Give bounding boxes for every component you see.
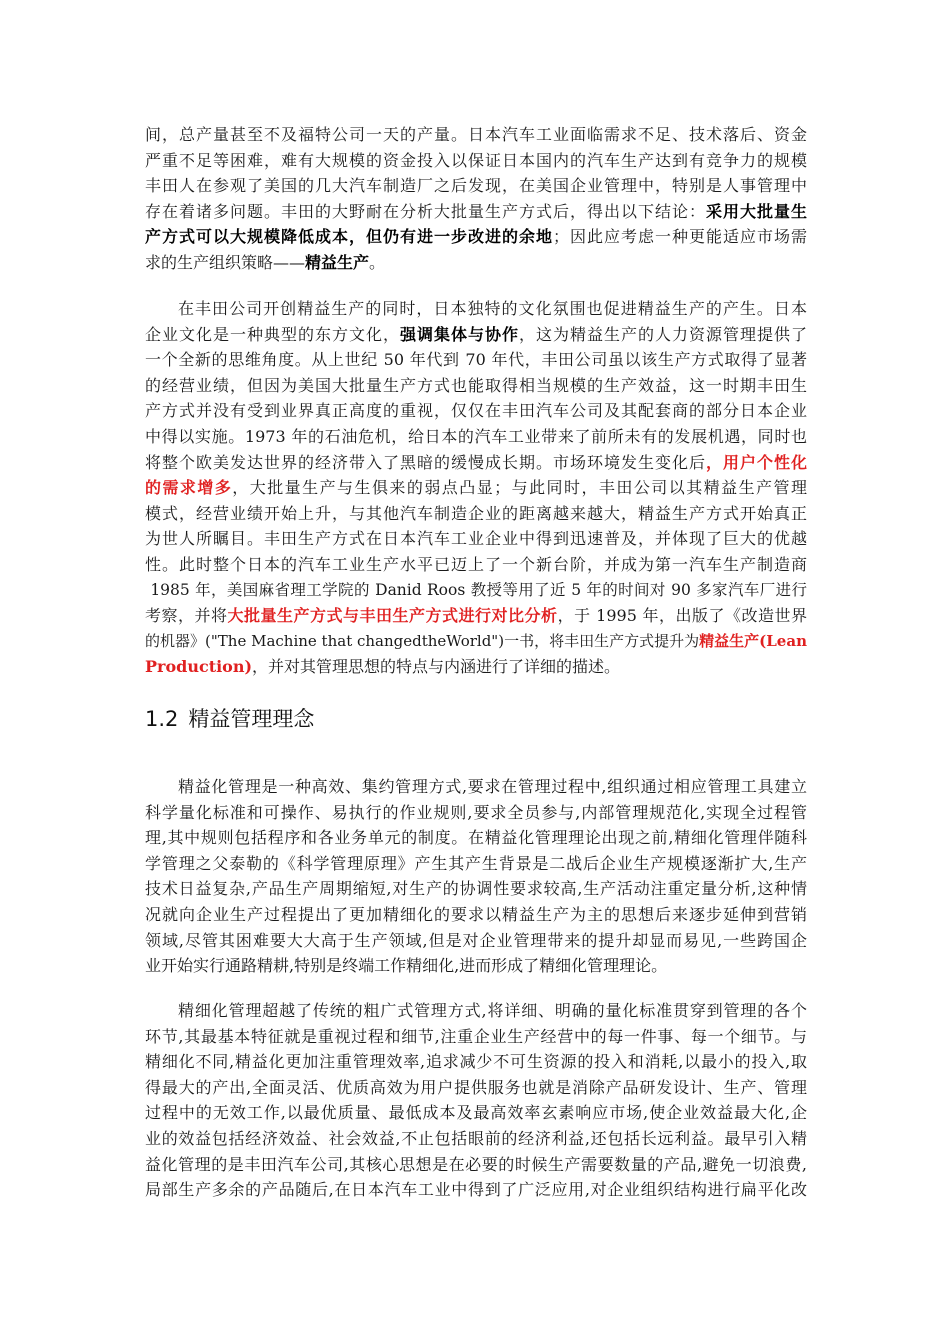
paragraph-2 (145, 296, 807, 680)
text-line: 环节,其最基本特征就是重视过程和细节,注重企业生产经营中的每一件事、每一个细节。与 (145, 1026, 807, 1046)
paragraph-3 (145, 774, 807, 979)
bold-text: 产方式可以大规模降低成本，但仍有进一步改进的余地 (145, 227, 553, 247)
text-line: 局部生产多余的产品随后,在日本汽车工业中得到了广泛应用,对企业组织结构进行扁平化改 (145, 1180, 807, 1200)
text-line (145, 199, 807, 225)
text-line: 技术日益复杂,产品生产周期缩短,对生产的协调性要求较高,生产活动注重定量分析,这种情 (145, 879, 807, 899)
text-line (145, 603, 807, 629)
text-segment: 。 (369, 252, 386, 272)
highlight-text: Production) (145, 657, 253, 677)
highlight-text: ，用户个性化 (705, 452, 807, 472)
text-line (145, 224, 807, 250)
text-line: 中得以实施。1973 年的石油危机，给日本的汽车工业带来了前所未有的发展机遇，同时也 (145, 426, 807, 446)
text-line: 在丰田公司开创精益生产的同时，日本独特的文化氛围也促进精益生产的产生。日本 (178, 299, 807, 318)
highlight-text: 大批量生产方式与丰田生产方式进行对比分析 (227, 606, 558, 626)
text-line (145, 322, 807, 348)
text-line (145, 654, 807, 680)
text-segment: ，大批量生产与生俱来的弱点凸显；与此同时，丰田公司以其精益生产管理 (232, 478, 807, 498)
text-line: 况就向企业生产过程提出了更加精细化的要求以精益生产为主的思想后来逐步延伸到营销 (145, 904, 807, 924)
text-line: 过程中的无效工作,以最优质量、最低成本及最高效率玄素响应市场,使企业效益最大化,企 (145, 1103, 807, 1123)
text-segment: 的机器》("The Machine that changedtheWorld")一书，将丰田生产方式提升为 (145, 631, 700, 650)
text-line: 丰田人在参观了美国的几大汽车制造厂之后发现，在美国企业管理中，特别是人事管理中 (145, 176, 807, 196)
text-line (145, 450, 807, 476)
text-line (145, 629, 807, 655)
text-segment: 存在着诸多问题。丰田的大野耐在分析大批量生产方式后，得出以下结论： (145, 201, 706, 221)
text-segment: 企业文化是一种典型的东方文化， (145, 324, 400, 344)
text-segment: ，这为精益生产的人力资源管理提供了 (518, 324, 807, 344)
text-segment: ；因此应考虑一种更能适应市场需 (552, 227, 807, 247)
text-line: 领域,尽管其困难要大大高于生产领域,但是对企业管理带来的提升却显而易见,一些跨国企 (145, 930, 807, 950)
text-line: 精细化不同,精益化更加注重管理效率,追求减少不可生资源的投入和消耗,以最小的投入,取 (145, 1052, 807, 1072)
text-segment: 考察，并将 (145, 606, 228, 626)
text-line: 益化管理的是丰田汽车公司,其核心思想是在必要的时候生产需要数量的产品,避免一切浪费, (145, 1154, 807, 1174)
text-line: 科学量化标准和可操作、易执行的作业规则,要求全员参与,内部管理规范化,实现全过程管 (145, 802, 807, 822)
bold-text: 精益生产 (305, 252, 370, 272)
text-line: 严重不足等困难，难有大规模的资金投入以保证日本国内的汽车生产达到有竞争力的规模 (145, 150, 807, 170)
text-line: 业的效益包括经济效益、社会效益,不止包括眼前的经济利益,还包括长远利益。最早引入精 (145, 1128, 807, 1148)
text-line: 精细化管理超越了传统的粗广式管理方式,将详细、明确的量化标准贯穿到管理的各个 (178, 1001, 807, 1020)
text-line: 1985 年，美国麻省理工学院的 Danid Roos 教授等用了近 5 年的时间对 90 多家汽车厂进行 (145, 580, 807, 599)
section-heading (145, 703, 314, 733)
text-line (145, 250, 807, 276)
text-line (145, 475, 807, 501)
text-line: 为世人所瞩目。丰田生产方式在日本汽车工业企业中得到迅速普及，并体现了巨大的优越 (145, 529, 807, 549)
text-line: 精益化管理是一种高效、集约管理方式,要求在管理过程中,组织通过相应管理工具建立 (178, 777, 807, 796)
text-line: 间，总产量甚至不及福特公司一天的产量。日本汽车工业面临需求不足、技术落后、资金 (145, 125, 807, 144)
text-line: 学管理之父泰勒的《科学管理原理》产生其产生背景是二战后企业生产规模逐渐扩大,生产 (145, 853, 807, 873)
bold-text: 采用大批量生 (705, 201, 807, 221)
text-line: 的经营业绩，但因为美国大批量生产方式也能取得相当规模的生产效益，这一时期丰田生 (145, 375, 807, 395)
text-line: 得最大的产出,全面灵活、优质高效为用户提供服务也就是消除产品研发设计、生产、管理 (145, 1077, 807, 1097)
text-line: 产方式并没有受到业界真正高度的重视，仅仅在丰田汽车公司及其配套商的部分日本企业 (145, 401, 807, 421)
text-line: 一个全新的思维角度。从上世纪 50 年代到 70 年代，丰田公司虽以该生产方式取得了显著 (145, 350, 807, 370)
section-title: 精益管理理念 (188, 707, 315, 731)
highlight-text: 精益生产(Lean (699, 631, 807, 650)
text-segment: 将整个欧美发达世界的经济带入了黑暗的缓慢成长期。市场环境发生变化后 (145, 452, 706, 472)
paragraph-1 (145, 122, 807, 276)
text-line: 模式，经营业绩开始上升，与其他汽车制造企业的距离越来越大，精益生产方式开始真正 (145, 503, 807, 523)
text-line: 性。此时整个日本的汽车工业生产水平已迈上了一个新台阶，并成为第一汽车生产制造商 (145, 554, 807, 574)
text-line: 业开始实行通路精耕,特别是终端工作精细化,进而形成了精细化管理理论。 (145, 956, 668, 976)
text-segment: ，于 1995 年，出版了《改造世界 (557, 606, 807, 626)
highlight-text: 的需求增多 (145, 478, 233, 498)
text-line: 理,其中规则包括程序和各业务单元的制度。在精益化管理理论出现之前,精细化管理伴随科 (145, 828, 807, 848)
paragraph-4 (145, 998, 807, 1203)
text-segment: ，并对其管理思想的特点与内涵进行了详细的描述。 (252, 657, 621, 677)
text-segment: 求的生产组织策略—— (145, 252, 306, 272)
bold-text: 强调集体与协作 (399, 324, 519, 344)
section-number: 1.2 (145, 707, 179, 731)
